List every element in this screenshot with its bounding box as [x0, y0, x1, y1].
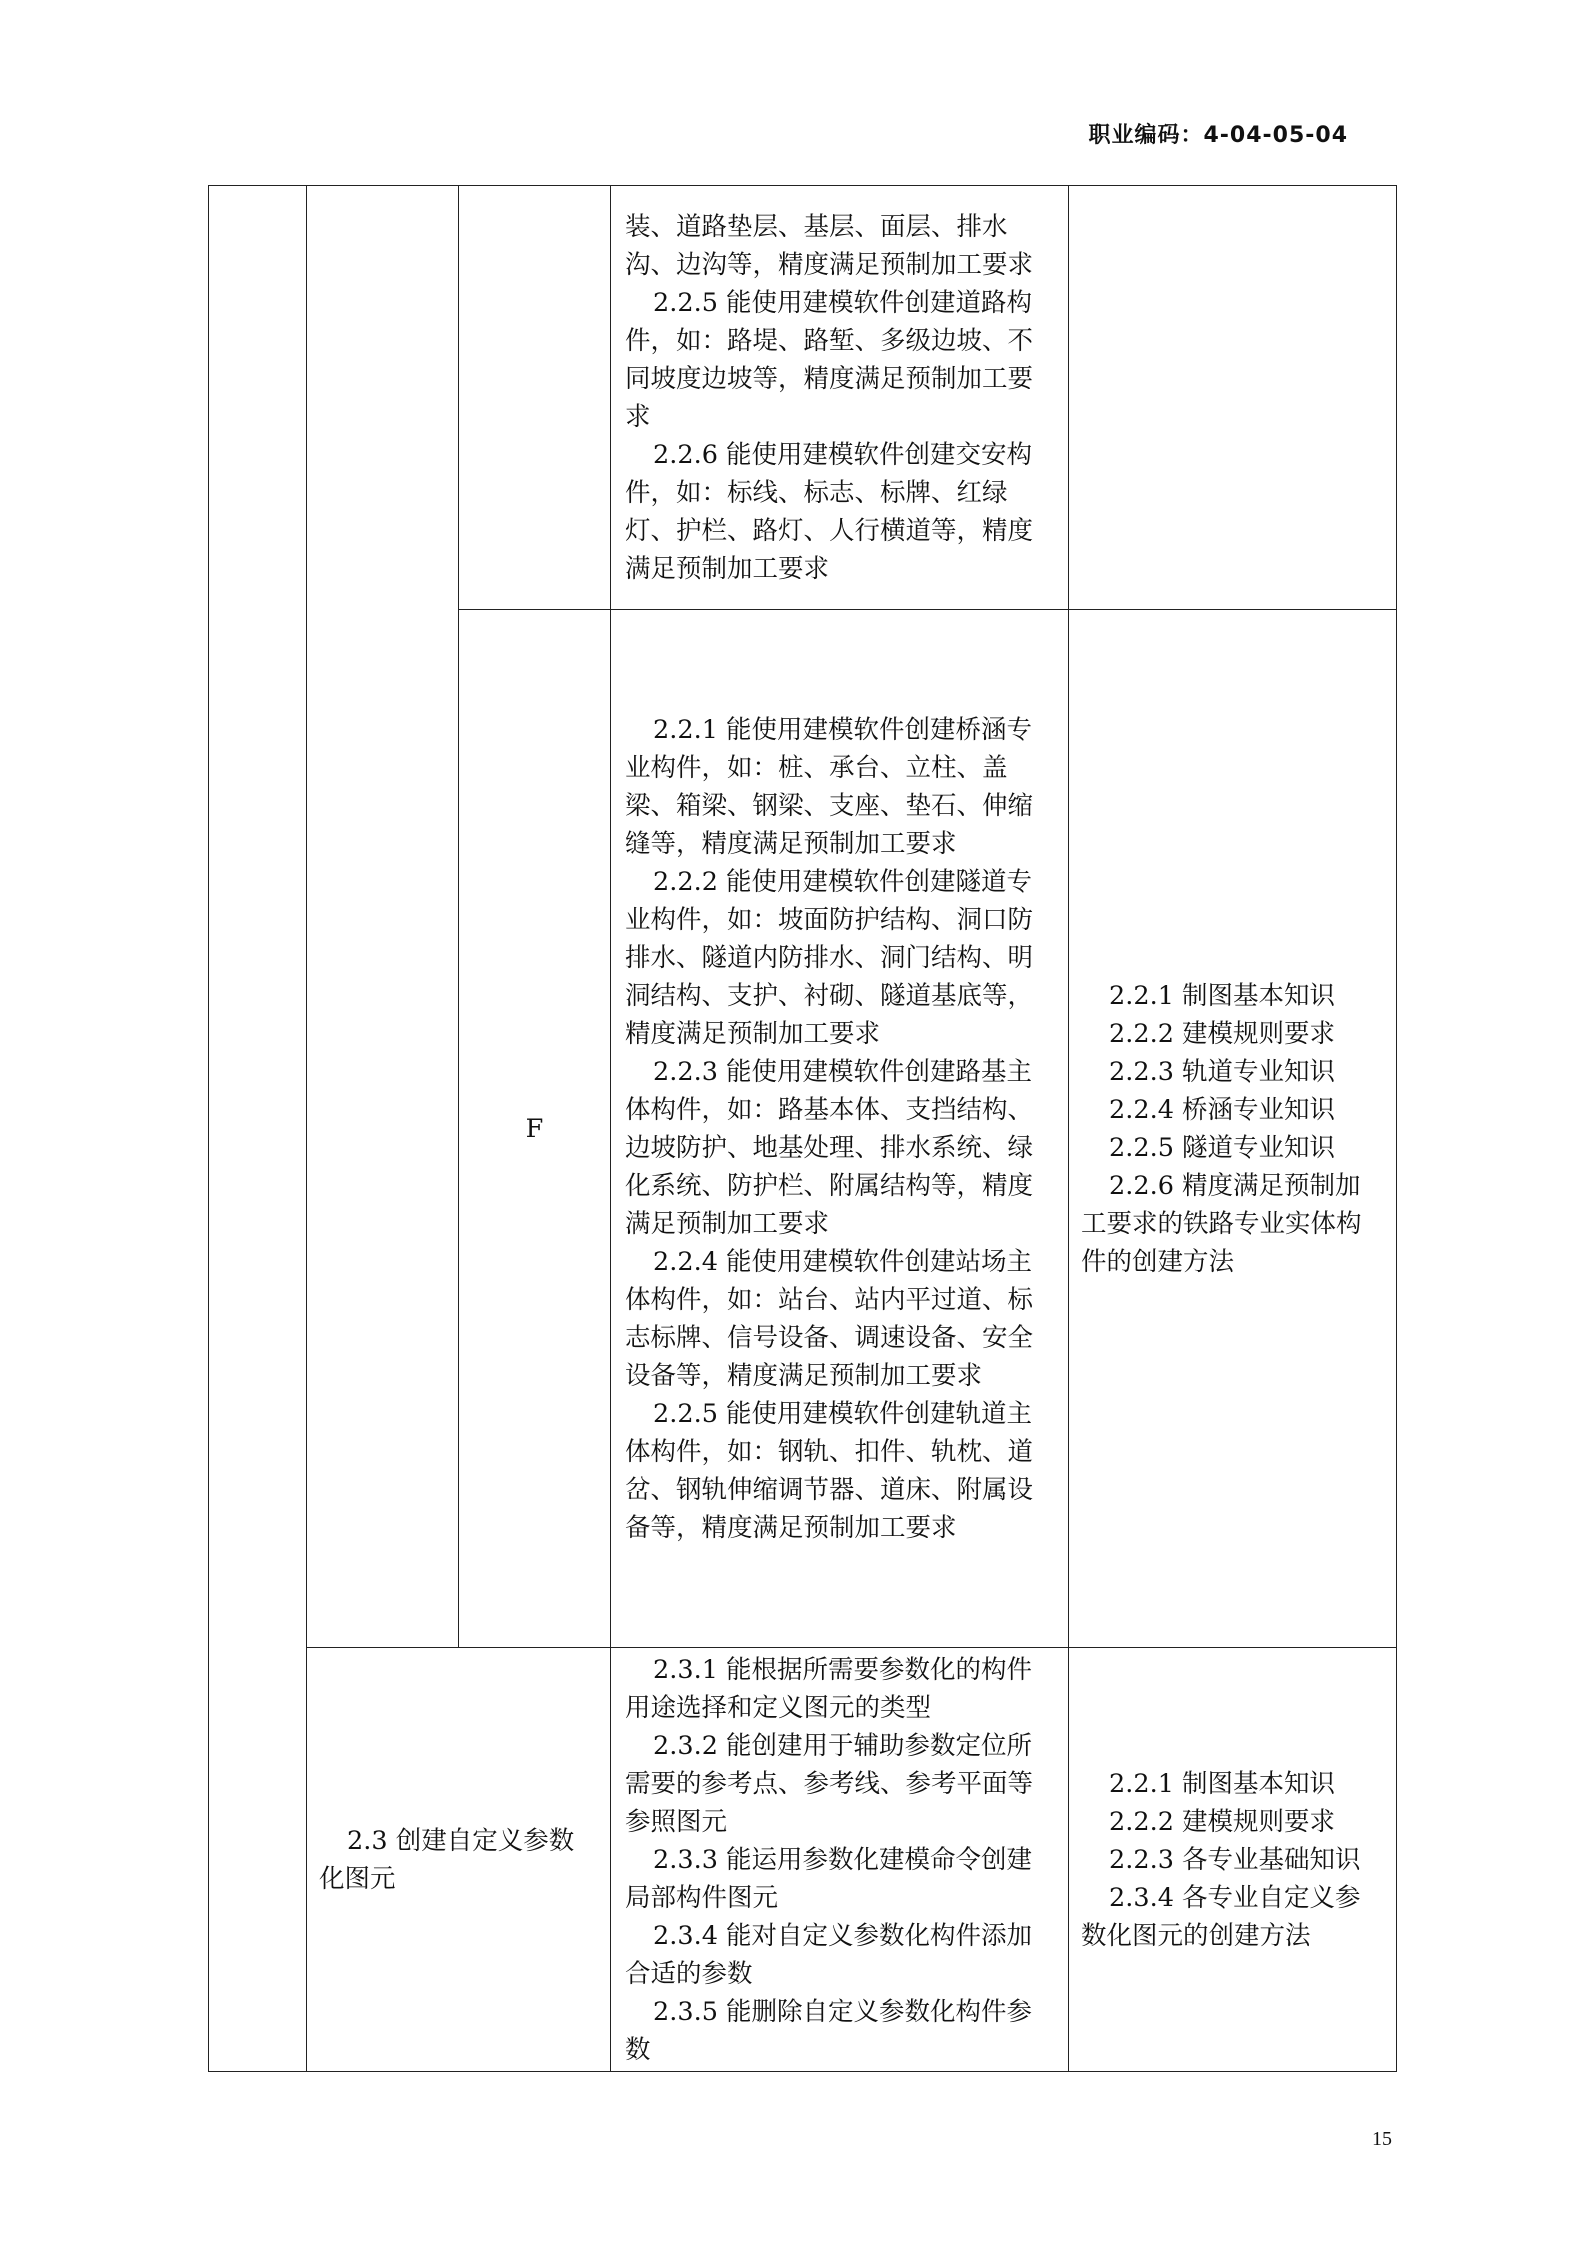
knowledge-cell — [1069, 186, 1397, 610]
skill-item: 2.2.2 能使用建模软件创建隧道专业构件，如：坡面防护结构、洞口防排水、隧道内防排水、洞门结构、明洞结构、支护、衬砌、隧道基底等，精度满足预制加工要求 — [625, 866, 1034, 1049]
knowledge-cell — [1069, 1648, 1397, 2072]
skills-cell — [611, 186, 1069, 610]
skill-item: 2.2.5 能使用建模软件创建轨道主体构件，如：钢轨、扣件、轨枕、道岔、钢轨伸缩调节器、道床、附属设备等，精度满足预制加工要求 — [625, 1398, 1034, 1543]
table-row — [209, 186, 1397, 610]
knowledge-item: 2.2.4 桥涵专业知识 — [1109, 1094, 1336, 1125]
knowledge-item: 2.3.4 各专业自定义参数化图元的创建方法 — [1081, 1882, 1361, 1951]
sub-unit-label: F — [459, 610, 611, 1648]
knowledge-item: 2.2.3 各专业基础知识 — [1109, 1844, 1361, 1875]
skill-item: 2.3.3 能运用参数化建模命令创建局部构件图元 — [625, 1844, 1033, 1913]
sub-unit-cell — [459, 186, 611, 610]
table-row — [209, 1648, 1397, 2072]
knowledge-item: 2.2.1 制图基本知识 — [1109, 1768, 1336, 1799]
skill-item: 2.3.1 能根据所需要参数化的构件用途选择和定义图元的类型 — [625, 1654, 1033, 1723]
skill-item: 2.2.3 能使用建模软件创建路基主体构件，如：路基本体、支挡结构、边坡防护、地基处理、排水系统、绿化系统、防护栏、附属结构等，精度满足预制加工要求 — [625, 1056, 1034, 1239]
skills-cell — [611, 610, 1069, 1648]
page-number: 15 — [1372, 2128, 1392, 2150]
skill-item: 2.2.4 能使用建模软件创建站场主体构件，如：站台、站内平过道、标志标牌、信号设备、调速设备、安全设备等，精度满足预制加工要求 — [625, 1246, 1034, 1391]
skill-item: 2.3.2 能创建用于辅助参数定位所需要的参考点、参考线、参考平面等参照图元 — [625, 1730, 1034, 1837]
skill-item: 2.3.5 能删除自定义参数化构件参数 — [625, 1996, 1033, 2065]
skills-cell — [611, 1648, 1069, 2072]
skill-item: 2.2.1 能使用建模软件创建桥涵专业构件，如：桩、承台、立柱、盖梁、箱梁、钢梁、支座、垫石、伸缩缝等，精度满足预制加工要求 — [625, 714, 1034, 859]
unit-title: 2.3 创建自定义参数化图元 — [319, 1825, 575, 1894]
unit-cell — [307, 1648, 611, 2072]
level-cell — [209, 186, 307, 2072]
standards-table — [208, 185, 1397, 2072]
knowledge-item: 2.2.5 隧道专业知识 — [1109, 1132, 1336, 1163]
knowledge-item: 2.2.2 建模规则要求 — [1109, 1806, 1336, 1837]
function-cell — [307, 186, 459, 1648]
skill-item: 2.2.6 能使用建模软件创建交安构件，如：标线、标志、标牌、红绿灯、护栏、路灯、人行横道等，精度满足预制加工要求 — [625, 439, 1034, 584]
skill-item: 2.2.5 能使用建模软件创建道路构件，如：路堤、路堑、多级边坡、不同坡度边坡等，精度满足预制加工要求 — [625, 287, 1034, 432]
knowledge-cell — [1069, 610, 1397, 1648]
knowledge-item: 2.2.6 精度满足预制加工要求的铁路专业实体构件的创建方法 — [1081, 1170, 1362, 1277]
occupation-code: 职业编码：4-04-05-04 — [1088, 123, 1348, 148]
skill-item: 装、道路垫层、基层、面层、排水沟、边沟等，精度满足预制加工要求 — [625, 211, 1034, 280]
skill-item: 2.3.4 能对自定义参数化构件添加合适的参数 — [625, 1920, 1033, 1989]
knowledge-item: 2.2.1 制图基本知识 — [1109, 980, 1336, 1011]
knowledge-item: 2.2.3 轨道专业知识 — [1109, 1056, 1336, 1087]
knowledge-item: 2.2.2 建模规则要求 — [1109, 1018, 1336, 1049]
